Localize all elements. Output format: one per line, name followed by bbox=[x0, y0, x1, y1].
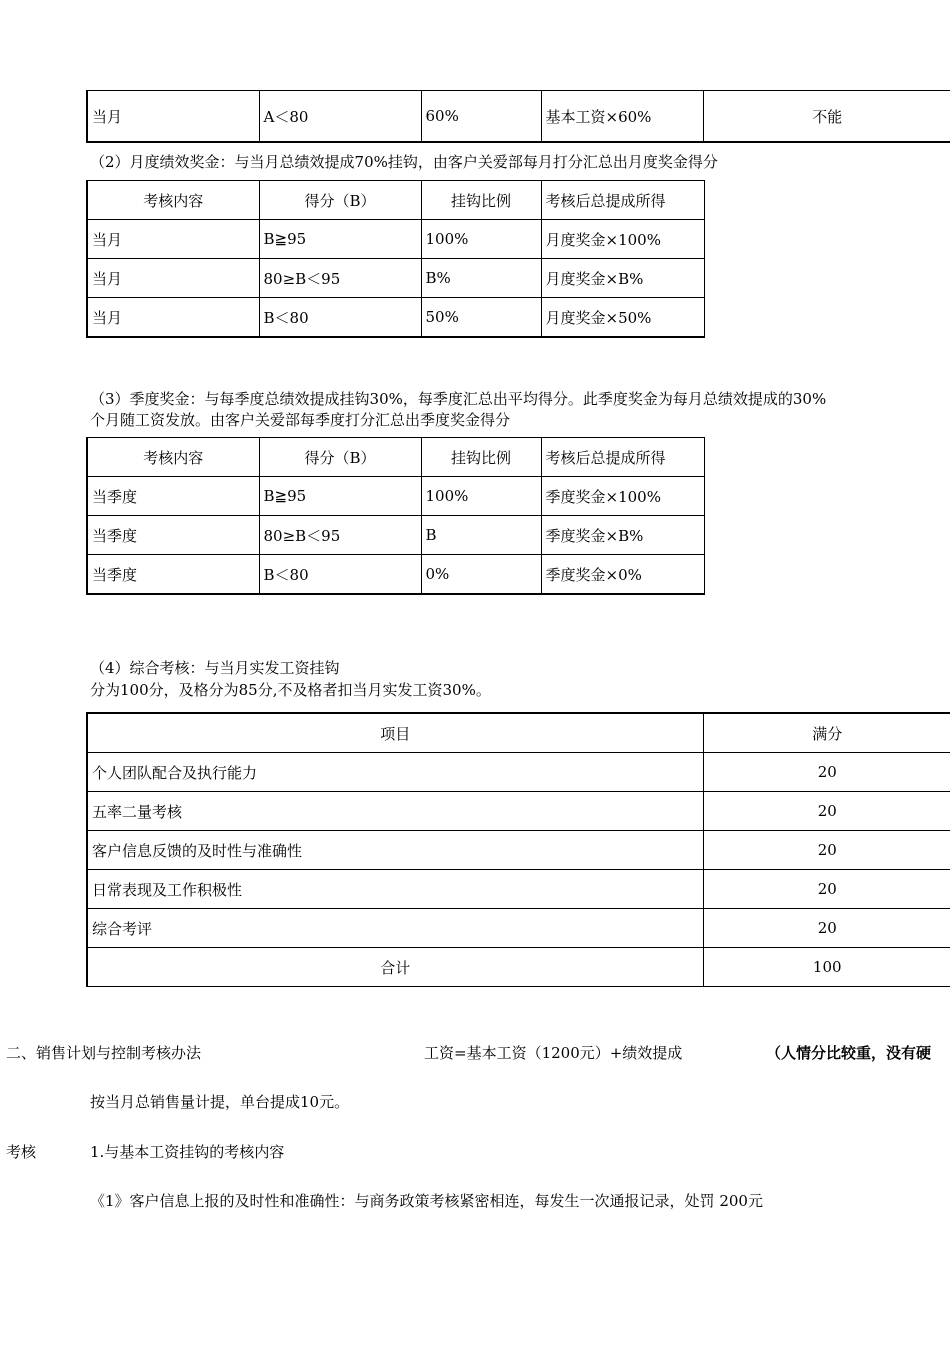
column-header: 挂钩比例 bbox=[421, 181, 541, 220]
column-header: 考核内容 bbox=[87, 438, 259, 477]
total-value: 100 bbox=[703, 948, 950, 987]
column-header: 考核后总提成所得 bbox=[541, 181, 704, 220]
cell: 0% bbox=[421, 555, 541, 595]
cell: 综合考评 bbox=[87, 909, 703, 948]
table-row bbox=[87, 792, 950, 831]
table-row bbox=[87, 909, 950, 948]
column-header: 项目 bbox=[87, 713, 703, 753]
cell: B% bbox=[421, 259, 541, 298]
cell: 月度奖金×B% bbox=[541, 259, 704, 298]
cell: 月度奖金×100% bbox=[541, 220, 704, 259]
cell: B≧95 bbox=[259, 477, 421, 516]
column-header: 得分（B） bbox=[259, 438, 421, 477]
table-row bbox=[87, 91, 950, 143]
cell: 季度奖金×100% bbox=[541, 477, 704, 516]
cell: 基本工资×60% bbox=[541, 91, 703, 143]
cell: A＜80 bbox=[259, 91, 421, 143]
quarterly-bonus-heading-line2: 个月随工资发放。由客户关爱部每季度打分汇总出季度奖金得分 bbox=[90, 411, 511, 429]
monthly-bonus-table bbox=[86, 180, 705, 338]
column-header: 得分（B） bbox=[259, 181, 421, 220]
column-header: 满分 bbox=[703, 713, 950, 753]
cell: 当季度 bbox=[87, 477, 259, 516]
assessment-label: 考核 bbox=[6, 1143, 37, 1161]
monthly-bonus-heading: （2）月度绩效奖金：与当月总绩效提成70%挂钩，由客户关爱部每月打分汇总出月度奖金得分 bbox=[90, 153, 718, 171]
overall-assessment-table bbox=[86, 712, 950, 987]
table-header-row bbox=[87, 181, 704, 220]
quarterly-bonus-heading-line1: （3）季度奖金：与每季度总绩效提成挂钩30%，每季度汇总出平均得分。此季度奖金为每月总绩效提成的30% bbox=[90, 390, 827, 408]
cell: 月度奖金×50% bbox=[541, 298, 704, 338]
table-row bbox=[87, 477, 704, 516]
cell: 80≥B＜95 bbox=[259, 516, 421, 555]
base-salary-table bbox=[86, 90, 950, 143]
table-row bbox=[87, 753, 950, 792]
cell: 20 bbox=[703, 753, 950, 792]
cell: 当月 bbox=[87, 298, 259, 338]
cell: B＜80 bbox=[259, 298, 421, 338]
cell: 100% bbox=[421, 220, 541, 259]
salary-formula: 工资=基本工资（1200元）+绩效提成 bbox=[424, 1044, 683, 1062]
cell: 60% bbox=[421, 91, 541, 143]
column-header: 挂钩比例 bbox=[421, 438, 541, 477]
cell: 20 bbox=[703, 831, 950, 870]
cell: 当季度 bbox=[87, 555, 259, 595]
table-row bbox=[87, 259, 704, 298]
quarterly-bonus-table bbox=[86, 437, 705, 595]
cell: 季度奖金×0% bbox=[541, 555, 704, 595]
cell: 当月 bbox=[87, 220, 259, 259]
cell: 当月 bbox=[87, 259, 259, 298]
cell: 季度奖金×B% bbox=[541, 516, 704, 555]
cell: 80≥B＜95 bbox=[259, 259, 421, 298]
part2-title: 二、销售计划与控制考核办法 bbox=[6, 1044, 202, 1062]
assessment-item-1-1: 《1》客户信息上报的及时性和准确性：与商务政策考核紧密相连，每发生一次通报记录，处罚 200元 bbox=[90, 1192, 763, 1210]
column-header: 考核内容 bbox=[87, 181, 259, 220]
column-header: 考核后总提成所得 bbox=[541, 438, 704, 477]
table-row bbox=[87, 298, 704, 338]
commission-rule: 按当月总销售量计提，单台提成10元。 bbox=[90, 1093, 350, 1111]
cell: 20 bbox=[703, 909, 950, 948]
table-total-row bbox=[87, 948, 950, 987]
table-row bbox=[87, 516, 704, 555]
cell: 当季度 bbox=[87, 516, 259, 555]
total-label: 合计 bbox=[87, 948, 703, 987]
cell: 20 bbox=[703, 870, 950, 909]
cell: 日常表现及工作积极性 bbox=[87, 870, 703, 909]
cell: 50% bbox=[421, 298, 541, 338]
table-header-row bbox=[87, 713, 950, 753]
side-note: （人情分比较重，没有硬 bbox=[766, 1044, 932, 1062]
cell: 当月 bbox=[87, 91, 259, 143]
overall-assessment-heading-line2: 分为100分，及格分为85分,不及格者扣当月实发工资30%。 bbox=[90, 681, 491, 699]
cell: B＜80 bbox=[259, 555, 421, 595]
assessment-item-1: 1.与基本工资挂钩的考核内容 bbox=[90, 1143, 285, 1161]
overall-assessment-heading-line1: （4）综合考核：与当月实发工资挂钩 bbox=[90, 659, 340, 677]
cell: 20 bbox=[703, 792, 950, 831]
cell: B≧95 bbox=[259, 220, 421, 259]
table-row bbox=[87, 555, 704, 595]
cell: 五率二量考核 bbox=[87, 792, 703, 831]
cell: 个人团队配合及执行能力 bbox=[87, 753, 703, 792]
cell: 客户信息反馈的及时性与准确性 bbox=[87, 831, 703, 870]
cell: 100% bbox=[421, 477, 541, 516]
cell: B bbox=[421, 516, 541, 555]
cell: 不能 bbox=[703, 91, 950, 143]
table-header-row bbox=[87, 438, 704, 477]
table-row bbox=[87, 220, 704, 259]
table-row bbox=[87, 870, 950, 909]
table-row bbox=[87, 831, 950, 870]
